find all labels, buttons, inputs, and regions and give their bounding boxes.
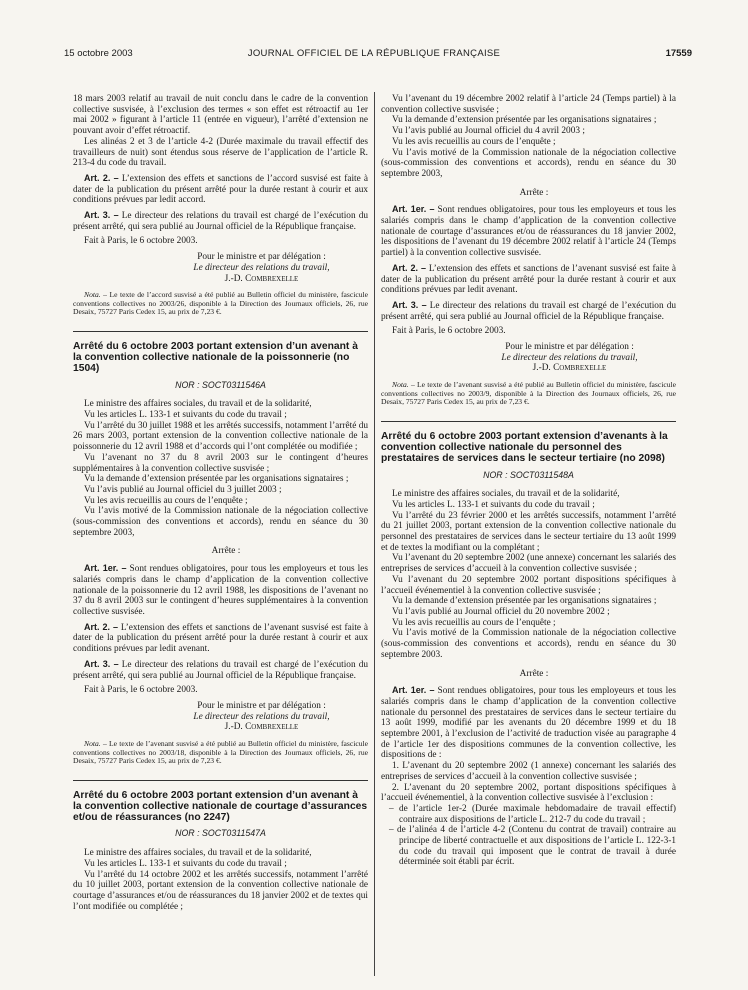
nor-code: NOR : SOCT0311547A: [175, 828, 266, 839]
nor-reference: [73, 828, 368, 839]
paragraph: Vu l’avis motivé de la Commission nationale de la négociation collective (sous-commission des conventions et accords), rendu en séance du 30 septembre 2003,: [381, 147, 676, 179]
signature-line: Pour le ministre et par délégation :: [505, 342, 634, 353]
paragraph: Vu les articles L. 133-1 et suivants du code du travail ;: [84, 858, 287, 869]
article-text: L’extension des effets et sanctions de l’accord susvisé est faite à dater de la publication du présent arrêté pour la durée restant à courir et aux conditions prévues par ledit accord.: [73, 173, 368, 206]
article-text: Sont rendues obligatoires, pour tous les employeurs et tous les salariés compris dans le champ d’application de la convention collective nationale de courtage d’assurances et/ou de réassurances du 18 janvier 2002, les dispositions de l’avenant du 19 décembre 2002 relatif à l’article 24 (Temps partiel) à la convention collective susvisée.: [381, 205, 676, 259]
nota: [73, 291, 368, 317]
issue-date: 15 octobre 2003: [64, 48, 133, 59]
article-text: Sont rendues obligatoires, pour tous les employeurs et tous les salariés compris dans le champ d’application de la convention collective nationale de la poissonnerie du 12 avril 1988, les dispositions de l’avenant no 37 du 8 avril 2003 sur le contingent d’heures supplémentaires à la convention collective susvisée.: [73, 564, 368, 617]
article-label: Art. 1er. –: [84, 563, 127, 574]
paragraph: Vu les articles L. 133-1 et suivants du code du travail ;: [392, 499, 595, 510]
paragraph: Vu l’avis motivé de la Commission nationale de la négociation collective (sous-commission des conventions et accords), rendu en séance du 30 septembre 2003.: [381, 628, 676, 660]
signature-role: Le directeur des relations du travail,: [501, 352, 638, 363]
nota-label: Nota.: [392, 380, 409, 390]
nota-text: – Le texte de l’avenant susvisé a été publié au Bulletin officiel du ministère, fascicule conventions collectives no 2003/9, disponible à la Direction des Journaux officiels, 26, rue Desaix, 75727 Paris Cedex 15, au prix de 7,23 €.: [381, 380, 676, 407]
paragraph: Vu l’arrêté du 30 juillet 1988 et les arrêtés successifs, notamment l’arrêté du 26 mars 2003, portant extension de la convention collective nationale de la poissonnerie du 12 avril 1988 et d’accords qui l’ont complétée ou modifiée ;: [73, 420, 368, 453]
article-label: Art. 2. –: [84, 621, 119, 632]
article-text: L’extension des effets et sanctions de l’avenant susvisé est faite à dater de la publication du présent arrêté pour la durée restant à courir et aux conditions prévues par ledit avenant.: [381, 263, 676, 296]
exclusion-list: [389, 804, 676, 868]
arrete-heading: Arrête :: [211, 546, 241, 557]
paragraph: Vu l’avis publié au Journal officiel du 3 juillet 2003 ;: [84, 484, 282, 495]
left-column: [73, 94, 368, 974]
nota: [73, 740, 368, 766]
nor-reference: [73, 380, 368, 391]
signature-name: [155, 722, 368, 733]
article-1: [73, 563, 368, 618]
signature-name: [155, 274, 368, 285]
journal-title: JOURNAL OFFICIEL DE LA RÉPUBLIQUE FRANÇAISE: [247, 48, 501, 59]
article-label: Art. 3. –: [84, 210, 119, 221]
paragraph: Le ministre des affaires sociales, du travail et de la solidarité,: [84, 399, 312, 410]
paragraph: Vu l’arrêté du 23 février 2000 et les arrêtés successifs, notamment l’arrêté du 21 juillet 2003, portant extension de la convention collective nationale du personnel des prestataires de services dans le secteur tertiaire du 13 août 1999 et de textes la modifiant ou la complétant ;: [381, 510, 676, 553]
article-label: Art. 1er. –: [392, 204, 435, 215]
nor-code: NOR : SOCT0311546A: [175, 379, 266, 390]
paragraph: Le ministre des affaires sociales, du travail et de la solidarité,: [392, 489, 620, 500]
nota-label: Nota.: [84, 739, 101, 749]
article-label: Art. 3. –: [84, 658, 119, 669]
nor-reference: [381, 470, 676, 481]
signature-place-date: Fait à Paris, le 6 octobre 2003.: [84, 685, 198, 696]
paragraph: Vu les articles L. 133-1 et suivants du code du travail ;: [84, 410, 287, 421]
paragraph: Vu les avis recueillis au cours de l’enquête ;: [84, 495, 248, 506]
signature-role: Le directeur des relations du travail,: [193, 262, 330, 273]
signature-line: Pour le ministre et par délégation :: [197, 252, 326, 263]
article-label: Art. 3. –: [392, 299, 427, 310]
article-1: [381, 685, 676, 761]
article-text: Le directeur des relations du travail est chargé de l’exécution du présent arrêté, qui sera publié au Journal officiel de la République française.: [73, 211, 368, 232]
paragraph: Vu l’avis motivé de la Commission nationale de la négociation collective (sous-commission des conventions et accords), rendu en séance du 30 septembre 2003,: [73, 506, 368, 538]
paragraph: Vu l’avis publié au Journal officiel du 20 novembre 2002 ;: [392, 607, 610, 617]
paragraph: Vu l’avenant du 19 décembre 2002 relatif à l’article 24 (Temps partiel) à la convention collective susvisée ;: [381, 94, 676, 115]
decree-title: Arrêté du 6 octobre 2003 portant extension d’avenants à la convention collective nationale du personnel des prestataires de services dans le secteur tertiaire (no 2098): [381, 421, 676, 465]
article-text: Le directeur des relations du travail est chargé de l’exécution du présent arrêté, qui sera publié au Journal officiel de la République française.: [73, 659, 368, 681]
page-header: [0, 48, 748, 64]
nota-text: – Le texte de l’avenant susvisé a été publié au Bulletin officiel du ministère, fascicule conventions collectives no 2003/18, disponible à la Direction des Journaux officiels, 26, rue Desaix, 75727 Paris Cedex 15, au prix de 7,23 €.: [73, 739, 368, 766]
list-item: – de l’article 1er-2 (Durée maximale hebdomadaire de travail effectif) contraire aux dispositions de l’article L. 212-7 du code du travail ;: [389, 803, 676, 825]
signer-name: J.-D. Combrexelle: [224, 273, 299, 284]
paragraph: Vu l’avis publié au Journal officiel du 4 avril 2003 ;: [392, 126, 585, 137]
page-number: 17559: [665, 48, 692, 59]
paragraph: 18 mars 2003 relatif au travail de nuit conclu dans le cadre de la convention collective susvisée, à l’exclusion des termes « son effet est rétroactif au 1er mai 2002 » figurant à l’article 11 (entrée en vigueur), l’arrêté d’extension ne pouvant avoir d’effet rétroactif.: [73, 94, 368, 137]
signer-name: J.-D. Combrexelle: [224, 722, 299, 733]
signature-role: Le directeur des relations du travail,: [193, 711, 330, 722]
list-item: – de l’alinéa 4 de l’article 4-2 (Contenu du contrat de travail) contraire au principe de liberté contractuelle et aux dispositions de l’article L. 122-3-1 du code du travail qui imposent que le contrat de travail à durée déterminée soit établi par écrit.: [389, 825, 676, 868]
right-column: [381, 94, 676, 974]
paragraph: Vu la demande d’extension présentée par les organisations signataires ;: [84, 474, 349, 485]
list-item: 1. L’avenant du 20 septembre 2002 (1 annexe) concernant les salariés des entreprises de services d’accueil à la convention collective susvisée ;: [381, 761, 676, 782]
paragraph: Vu l’avenant no 37 du 8 avril 2003 sur le contingent d’heures supplémentaires à la convention collective susvisée ;: [73, 452, 368, 474]
article-text: L’extension des effets et sanctions de l’avenant susvisé est faite à dater de la publication du présent arrêté pour la durée restant à courir et aux conditions prévues par ledit avenant.: [73, 622, 368, 655]
signature-place-date: Fait à Paris, le 6 octobre 2003.: [84, 236, 198, 247]
paragraph: Les alinéas 2 et 3 de l’article 4-2 (Durée maximale du travail effectif des travailleurs de nuit) sont étendus sous réserve de l’application de l’article R. 213-4 du code du travail.: [73, 136, 368, 169]
arrete-heading: Arrête :: [519, 668, 549, 679]
decree-title: Arrêté du 6 octobre 2003 portant extension d’un avenant à la convention collective nationale de courtage d’assurances et/ou de réassurances (no 2247): [73, 780, 368, 824]
paragraph: Vu la demande d’extension présentée par les organisations signataires ;: [392, 596, 657, 607]
article-1: [381, 204, 676, 259]
nota-text: – Le texte de l’accord susvisé a été publié au Bulletin officiel du ministère, fascicule conventions collectives no 2003/26, disponible à la Direction des Journaux officiels, 26, rue Desaix, 75727 Paris Cedex 15, au prix de 7,23 €.: [73, 290, 368, 317]
paragraph: Vu la demande d’extension présentée par les organisations signataires ;: [392, 115, 657, 126]
nor-code: NOR : SOCT0311548A: [483, 469, 574, 480]
column-divider: [374, 92, 375, 976]
paragraph: Vu l’avenant du 20 septembre 2002 portant dispositions spécifiques à l’accueil événementiel à la convention collective susvisée ;: [381, 574, 676, 596]
article-text: Sont rendues obligatoires, pour tous les employeurs et tous les salariés compris dans le champ d’application de la convention collective nationale du personnel des prestataires de services dans le secteur tertiaire du 13 août 1999, modifié par les avenants du 20 décembre 1999 et du 18 septembre 2001, à l’exclusion de l’activité de traduction visée au paragraphe 4 de l’article 1er des dispositions communes de la convention collective, les dispositions de :: [381, 686, 676, 761]
signer-name: J.-D. Combrexelle: [532, 363, 607, 374]
article-3: [381, 300, 676, 322]
signature-line: Pour le ministre et par délégation :: [197, 700, 326, 711]
decree-title: Arrêté du 6 octobre 2003 portant extension d’un avenant à la convention collective nationale de la poissonnerie (no 1504): [73, 331, 368, 375]
article-label: Art. 1er. –: [392, 685, 435, 696]
article-3: [73, 659, 368, 681]
article-text: Le directeur des relations du travail est chargé de l’exécution du présent arrêté, qui sera publié au Journal officiel de la République française.: [381, 300, 676, 322]
paragraph: Le ministre des affaires sociales, du travail et de la solidarité,: [84, 848, 312, 859]
paragraph: Vu l’avenant du 20 septembre 2002 (une annexe) concernant les salariés des entreprises de services d’accueil à la convention collective susvisée ;: [381, 553, 676, 575]
article-label: Art. 2. –: [84, 172, 119, 183]
arrete-heading: Arrête :: [519, 187, 549, 198]
signature-place-date: Fait à Paris, le 6 octobre 2003.: [392, 326, 506, 337]
article-2: [73, 622, 368, 655]
paragraph: Vu l’arrêté du 14 octobre 2002 et les arrêtés successifs, notamment l’arrêté du 10 juillet 2003, portant extension de la convention collective nationale de courtage d’assurances et/ou de réassurances du 18 janvier 2002 et de textes qui l’ont modifiée ou complétée ;: [73, 869, 368, 912]
article-3: [73, 210, 368, 232]
nota: [381, 381, 676, 407]
paragraph: Vu les avis recueillis au cours de l’enquête ;: [392, 136, 556, 147]
nota-label: Nota.: [84, 290, 101, 300]
article-2: [73, 173, 368, 206]
signature-name: [463, 363, 676, 374]
article-label: Art. 2. –: [392, 262, 427, 273]
article-2: [381, 263, 676, 296]
list-item: 2. L’avenant du 20 septembre 2002, portant dispositions spécifiques à l’accueil événementiel, à la convention collective susvisée à l’exclusion :: [381, 782, 676, 804]
paragraph: Vu les avis recueillis au cours de l’enquête ;: [392, 617, 556, 628]
